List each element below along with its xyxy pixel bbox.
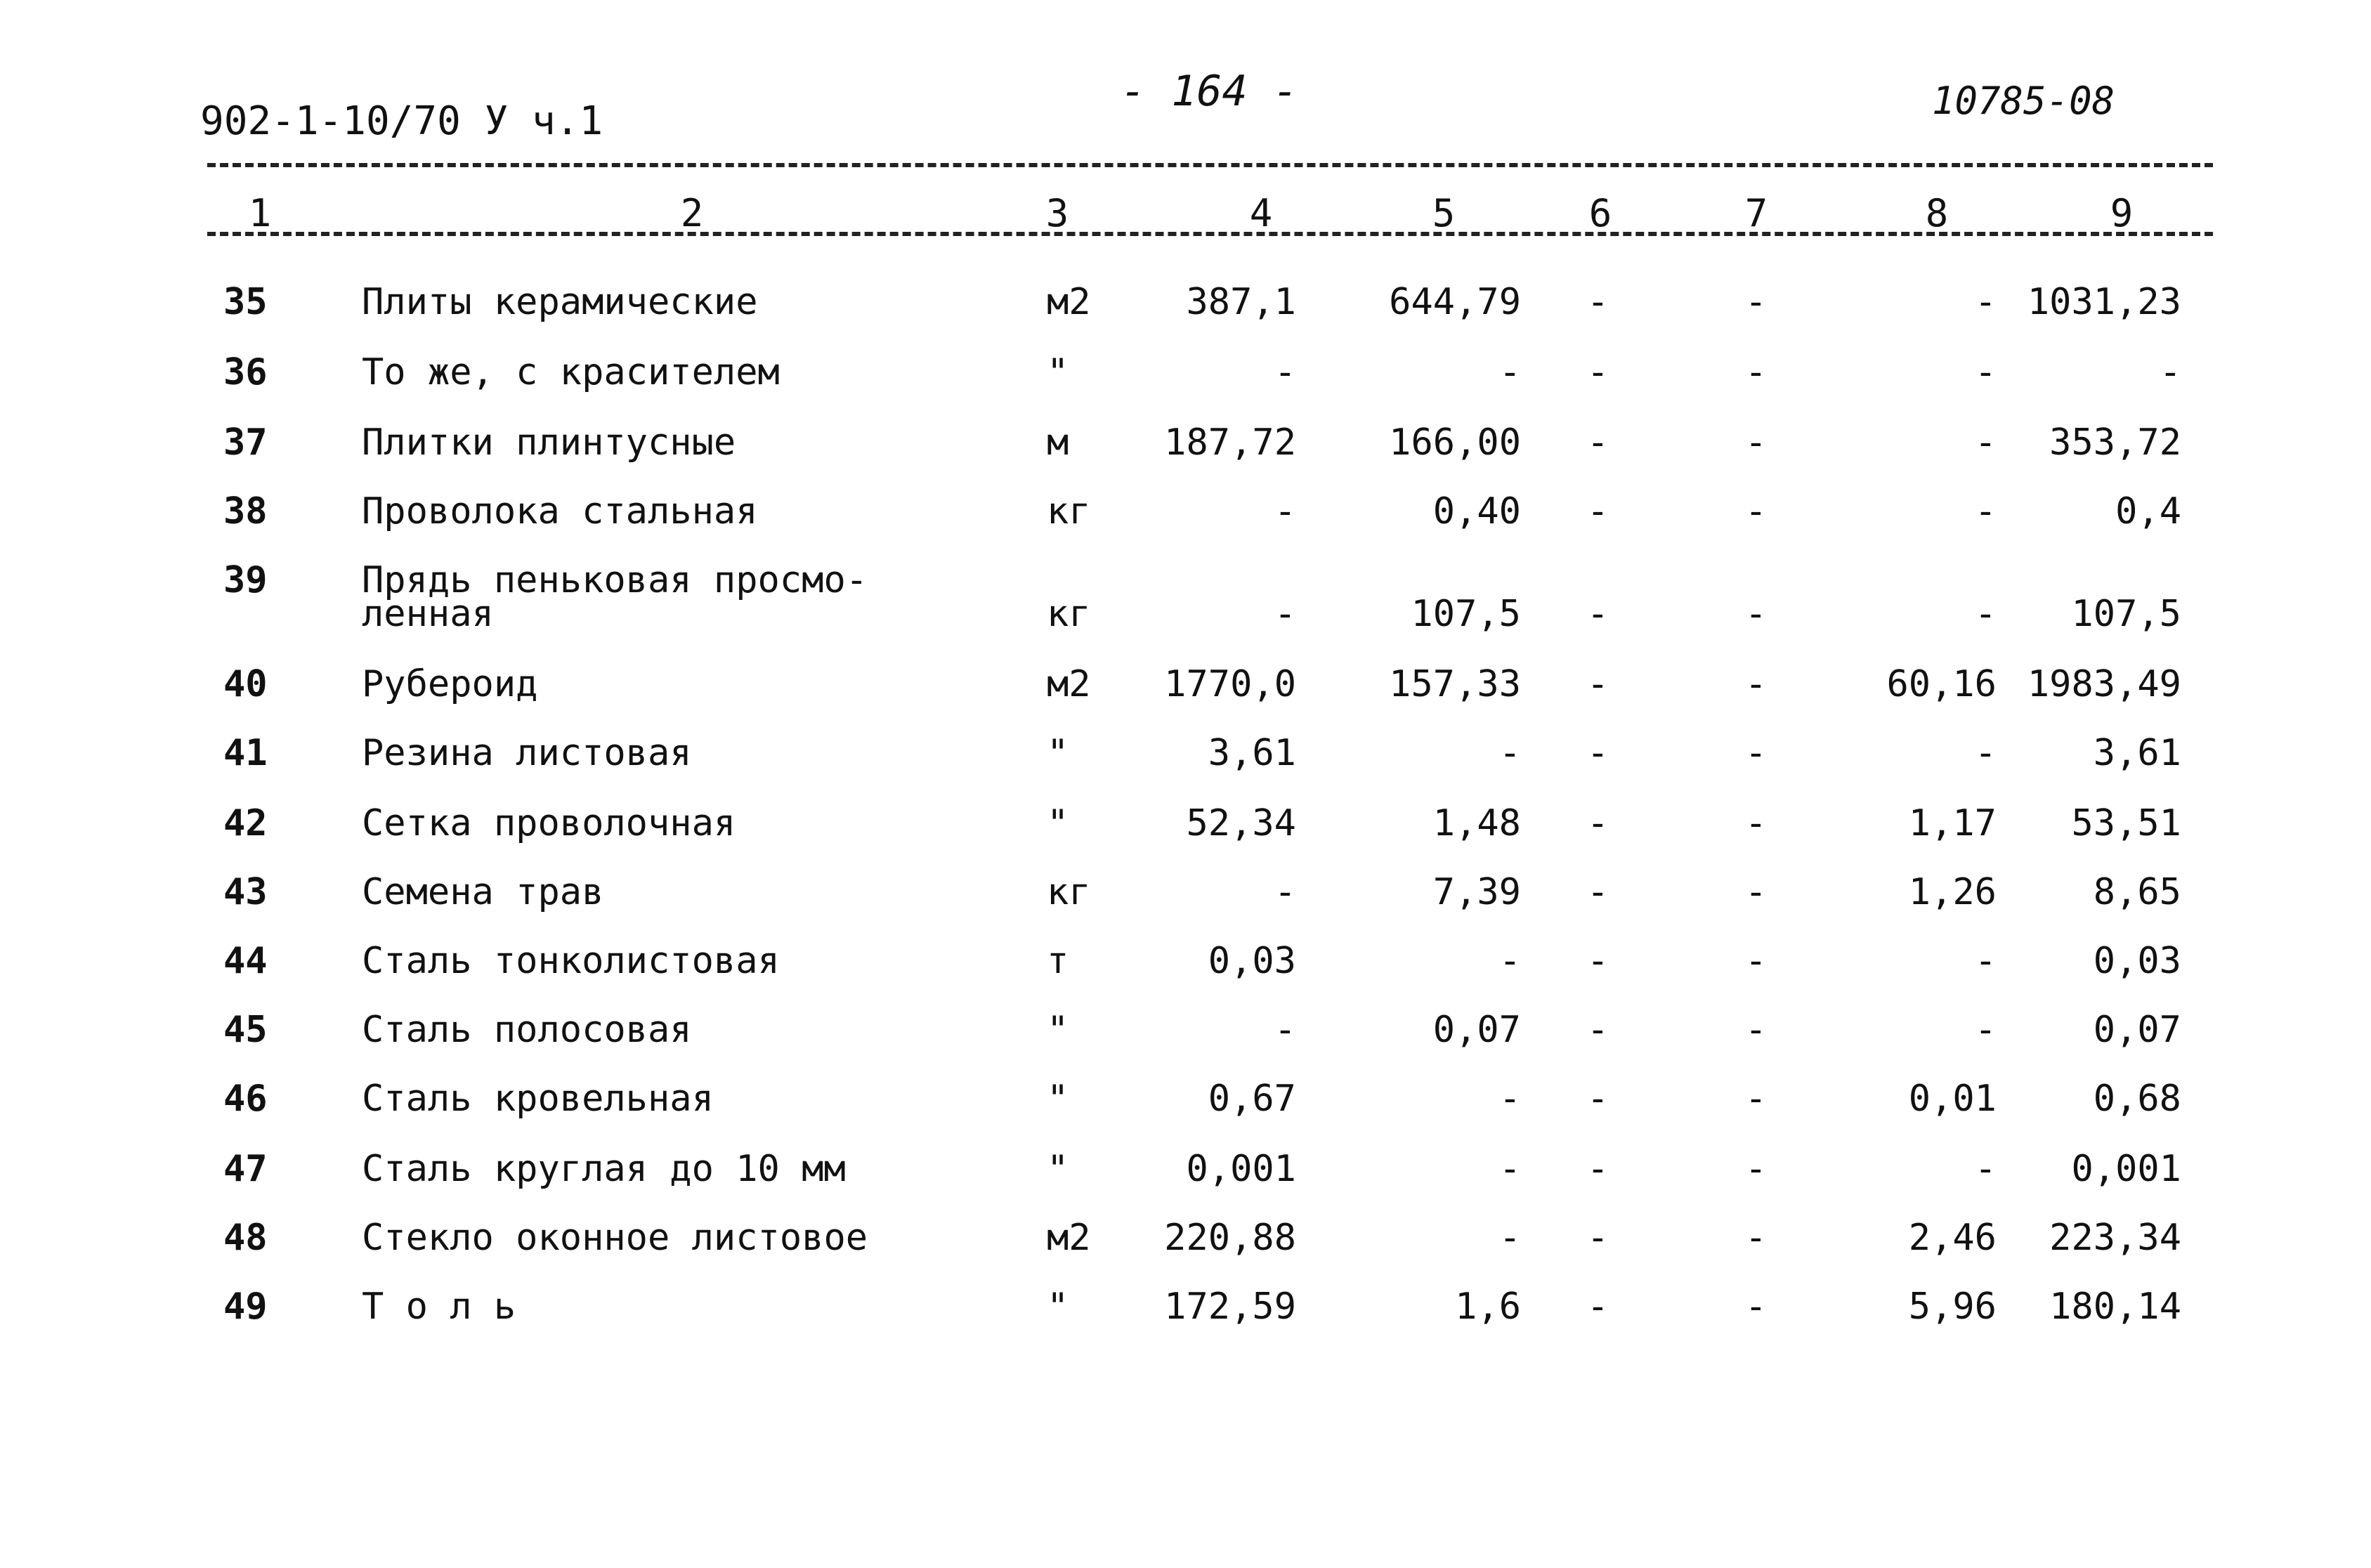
unit: " bbox=[1047, 1078, 1069, 1120]
unit: " bbox=[1047, 351, 1069, 393]
row-number: 36 bbox=[223, 351, 268, 393]
col4-value: - bbox=[1274, 351, 1296, 393]
col6-value: - bbox=[1586, 1286, 1609, 1328]
col5-value: 166,00 bbox=[1389, 422, 1521, 464]
col8-value: - bbox=[1974, 1148, 1997, 1190]
table-row bbox=[0, 802, 2371, 868]
col5-value: - bbox=[1498, 732, 1521, 774]
col8-value: - bbox=[1974, 940, 1997, 982]
unit: м2 bbox=[1047, 663, 1091, 705]
col4-value: - bbox=[1274, 1009, 1296, 1051]
col5-value: 644,79 bbox=[1389, 281, 1521, 323]
col5-value: 1,48 bbox=[1432, 802, 1521, 844]
col5-value: 107,5 bbox=[1411, 593, 1521, 635]
table-row bbox=[0, 351, 2371, 417]
unit: кг bbox=[1047, 490, 1091, 533]
item-name: Плиты керамические bbox=[362, 281, 758, 323]
row-number: 47 bbox=[223, 1148, 268, 1190]
item-name: То же, с красителем bbox=[362, 351, 780, 393]
col4-value: 1770,0 bbox=[1164, 663, 1296, 705]
doc-code: 902-1-10/70 У ч.1 bbox=[200, 98, 603, 144]
col6-value: - bbox=[1586, 663, 1609, 705]
col7-value: - bbox=[1744, 663, 1767, 705]
col8-value: - bbox=[1974, 1009, 1997, 1051]
unit: " bbox=[1047, 1148, 1069, 1190]
col4-value: 0,67 bbox=[1208, 1078, 1296, 1120]
col8-value: - bbox=[1974, 422, 1997, 464]
col6-value: - bbox=[1586, 422, 1609, 464]
col9-value: - bbox=[2159, 351, 2181, 393]
col4-value: 3,61 bbox=[1208, 732, 1296, 774]
col9-value: 0,68 bbox=[2093, 1078, 2181, 1120]
column-header-7: 7 bbox=[1744, 191, 1768, 235]
item-name: Резина листовая bbox=[362, 732, 692, 774]
column-header-5: 5 bbox=[1432, 191, 1456, 235]
col5-value: - bbox=[1498, 1217, 1521, 1259]
table-row bbox=[0, 663, 2371, 729]
col9-value: 0,4 bbox=[2115, 490, 2181, 533]
col7-value: - bbox=[1744, 1009, 1767, 1051]
col6-value: - bbox=[1586, 732, 1609, 774]
col6-value: - bbox=[1586, 1217, 1609, 1259]
col8-value: 5,96 bbox=[1908, 1286, 1997, 1328]
col5-value: - bbox=[1498, 1148, 1521, 1190]
unit: " bbox=[1047, 732, 1069, 774]
col4-value: 387,1 bbox=[1186, 281, 1296, 323]
table-row bbox=[0, 1217, 2371, 1283]
col6-value: - bbox=[1586, 1148, 1609, 1190]
table-row bbox=[0, 424, 2371, 488]
row-number: 44 bbox=[223, 940, 268, 982]
col5-value: 0,07 bbox=[1432, 1009, 1521, 1051]
row-number: 48 bbox=[223, 1217, 268, 1259]
col7-value: - bbox=[1744, 1217, 1767, 1259]
col6-value: - bbox=[1586, 351, 1609, 393]
table-row bbox=[0, 1148, 2371, 1214]
item-name: Сталь полосовая bbox=[362, 1009, 692, 1051]
row-number: 40 bbox=[223, 663, 268, 705]
col4-value: 220,88 bbox=[1164, 1217, 1296, 1259]
item-name: Проволока стальная bbox=[362, 490, 758, 533]
col5-value: 7,39 bbox=[1432, 871, 1521, 913]
col9-value: 53,51 bbox=[2071, 802, 2181, 844]
col6-value: - bbox=[1586, 1009, 1609, 1051]
column-header-2: 2 bbox=[680, 191, 704, 235]
column-header-6: 6 bbox=[1588, 191, 1612, 235]
col9-value: 223,34 bbox=[2049, 1217, 2181, 1259]
col7-value: - bbox=[1744, 732, 1767, 774]
archive-number: 10785-08 bbox=[1932, 79, 2115, 123]
item-name-continuation: ленная bbox=[362, 593, 494, 635]
header-divider-bottom bbox=[207, 232, 2213, 236]
column-header-1: 1 bbox=[248, 191, 272, 235]
col9-value: 0,03 bbox=[2093, 940, 2181, 982]
col8-value: - bbox=[1974, 351, 1997, 393]
col6-value: - bbox=[1586, 871, 1609, 913]
col5-value: - bbox=[1498, 351, 1521, 393]
col5-value: - bbox=[1498, 940, 1521, 982]
row-number: 37 bbox=[223, 422, 268, 464]
row-number: 39 bbox=[223, 559, 268, 601]
table-row bbox=[0, 490, 2371, 556]
column-header-8: 8 bbox=[1925, 191, 1949, 235]
item-name: Сталь круглая до 10 мм bbox=[362, 1148, 846, 1190]
col7-value: - bbox=[1744, 422, 1767, 464]
unit: кг bbox=[1047, 871, 1091, 913]
table-row bbox=[0, 871, 2371, 937]
column-header-3: 3 bbox=[1045, 191, 1069, 235]
col6-value: - bbox=[1586, 281, 1609, 323]
row-number: 45 bbox=[223, 1009, 268, 1051]
col7-value: - bbox=[1744, 940, 1767, 982]
unit: т bbox=[1047, 940, 1069, 982]
col5-value: 0,40 bbox=[1432, 490, 1521, 533]
item-name: Плитки плинтусные bbox=[362, 422, 736, 464]
col9-value: 1031,23 bbox=[2027, 281, 2181, 323]
col4-value: 0,03 bbox=[1208, 940, 1296, 982]
item-name: Семена трав bbox=[362, 871, 604, 913]
col8-value: 1,17 bbox=[1908, 802, 1997, 844]
unit: м2 bbox=[1047, 281, 1091, 323]
table-row bbox=[0, 1288, 2371, 1352]
col7-value: - bbox=[1744, 593, 1767, 635]
item-name: Прядь пеньковая просмо- bbox=[362, 559, 868, 601]
col4-value: - bbox=[1274, 593, 1296, 635]
col5-value: 1,6 bbox=[1455, 1286, 1521, 1328]
item-name: Стекло оконное листовое bbox=[362, 1217, 868, 1259]
header-divider-top bbox=[207, 163, 2213, 167]
col6-value: - bbox=[1586, 593, 1609, 635]
table-row bbox=[0, 940, 2371, 1006]
row-number: 38 bbox=[223, 490, 268, 533]
row-number: 49 bbox=[223, 1286, 268, 1328]
unit: кг bbox=[1047, 593, 1091, 635]
col8-value: 2,46 bbox=[1908, 1217, 1997, 1259]
col8-value: - bbox=[1974, 281, 1997, 323]
row-number: 46 bbox=[223, 1078, 268, 1120]
col4-value: 187,72 bbox=[1164, 422, 1296, 464]
col8-value: - bbox=[1974, 593, 1997, 635]
col4-value: 172,59 bbox=[1164, 1286, 1296, 1328]
item-name: Т о л ь bbox=[362, 1286, 516, 1328]
col7-value: - bbox=[1744, 1078, 1767, 1120]
col4-value: - bbox=[1274, 490, 1296, 533]
col4-value: - bbox=[1274, 871, 1296, 913]
col8-value: 0,01 bbox=[1908, 1078, 1997, 1120]
unit: " bbox=[1047, 1009, 1069, 1051]
item-name: Сталь тонколистовая bbox=[362, 940, 780, 982]
page-number: - 164 - bbox=[1121, 67, 1298, 116]
col6-value: - bbox=[1586, 1078, 1609, 1120]
table-row bbox=[0, 559, 2371, 646]
unit: м2 bbox=[1047, 1217, 1091, 1259]
item-name: Сетка проволочная bbox=[362, 802, 736, 844]
row-number: 41 bbox=[223, 732, 268, 774]
row-number: 42 bbox=[223, 802, 268, 844]
unit: " bbox=[1047, 1286, 1069, 1328]
col8-value: 1,26 bbox=[1908, 871, 1997, 913]
col7-value: - bbox=[1744, 1286, 1767, 1328]
col8-value: - bbox=[1974, 490, 1997, 533]
col8-value: 60,16 bbox=[1886, 663, 1997, 705]
item-name: Рубероид bbox=[362, 663, 538, 705]
col9-value: 1983,49 bbox=[2027, 663, 2181, 705]
col9-value: 8,65 bbox=[2093, 871, 2181, 913]
item-name: Сталь кровельная bbox=[362, 1078, 714, 1120]
col7-value: - bbox=[1744, 490, 1767, 533]
col7-value: - bbox=[1744, 871, 1767, 913]
col8-value: - bbox=[1974, 732, 1997, 774]
col9-value: 180,14 bbox=[2049, 1286, 2181, 1328]
col9-value: 107,5 bbox=[2071, 593, 2181, 635]
table-row bbox=[0, 732, 2371, 798]
col4-value: 0,001 bbox=[1186, 1148, 1296, 1190]
col7-value: - bbox=[1744, 351, 1767, 393]
col4-value: 52,34 bbox=[1186, 802, 1296, 844]
table-row bbox=[0, 1080, 2371, 1144]
table-row bbox=[0, 1009, 2371, 1075]
col7-value: - bbox=[1744, 802, 1767, 844]
unit: м bbox=[1047, 422, 1069, 464]
col7-value: - bbox=[1744, 281, 1767, 323]
table-row bbox=[0, 281, 2371, 347]
col6-value: - bbox=[1586, 940, 1609, 982]
col6-value: - bbox=[1586, 490, 1609, 533]
column-header-4: 4 bbox=[1249, 191, 1273, 235]
col9-value: 0,001 bbox=[2071, 1148, 2181, 1190]
col9-value: 353,72 bbox=[2049, 422, 2181, 464]
row-number: 35 bbox=[223, 281, 268, 323]
unit: " bbox=[1047, 802, 1069, 844]
col9-value: 3,61 bbox=[2093, 732, 2181, 774]
col9-value: 0,07 bbox=[2093, 1009, 2181, 1051]
row-number: 43 bbox=[223, 871, 268, 913]
col6-value: - bbox=[1586, 802, 1609, 844]
col5-value: 157,33 bbox=[1389, 663, 1521, 705]
col7-value: - bbox=[1744, 1148, 1767, 1190]
column-header-9: 9 bbox=[2110, 191, 2134, 235]
col5-value: - bbox=[1498, 1078, 1521, 1120]
